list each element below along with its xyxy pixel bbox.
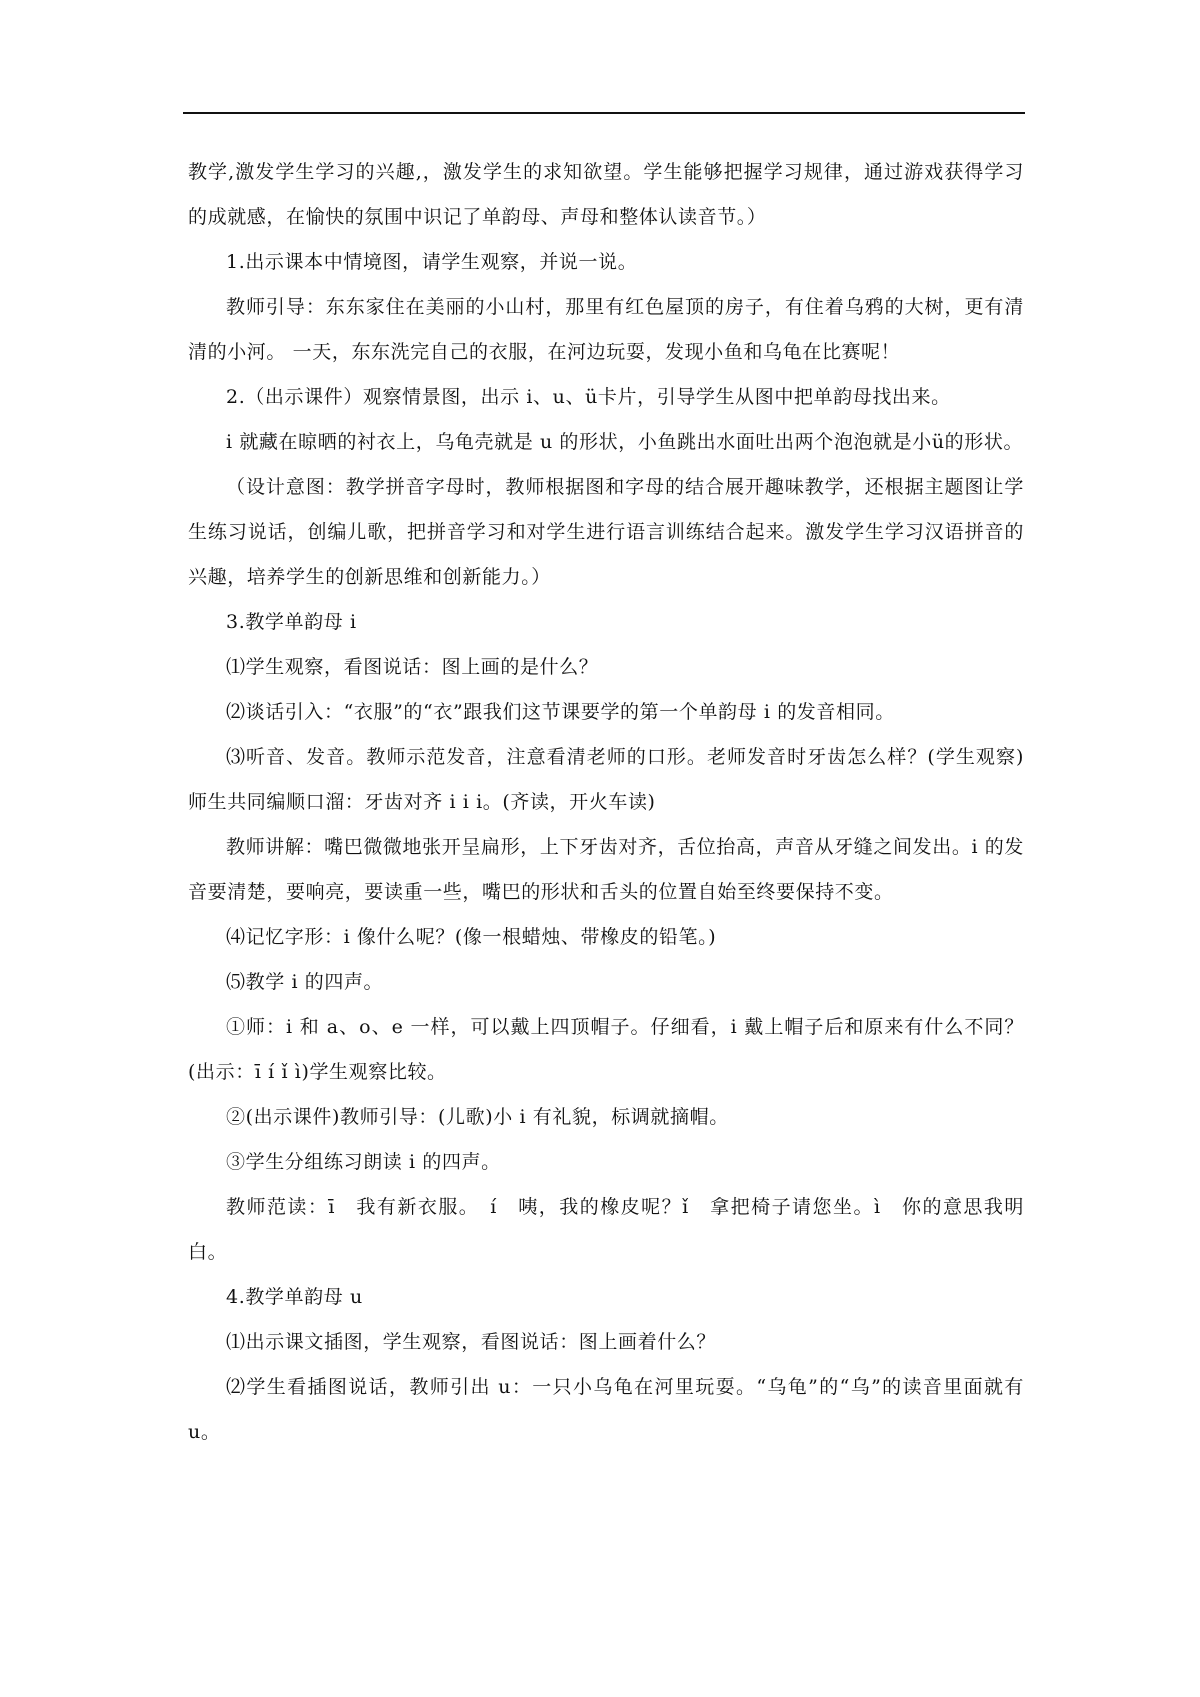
paragraph: ②(出示课件)教师引导：(儿歌)小 i 有礼貌，标调就摘帽。 (226, 1106, 729, 1128)
header-rule (183, 112, 1025, 114)
paragraph: ⑸教学 i 的四声。 (226, 971, 384, 993)
paragraph: ⑴学生观察，看图说话：图上画的是什么？ (226, 656, 599, 678)
paragraph: ⑷记忆字形：i 像什么呢？(像一根蜡烛、带橡皮的铅笔。) (226, 926, 717, 948)
paragraph: ⑶听音、发音。教师示范发音，注意看清老师的口形。老师发音时牙齿怎么样？(学生观察)师生共同编顺口溜：牙齿对齐 i i i。(齐读，开火车读) (188, 746, 1024, 813)
paragraph: 教师讲解：嘴巴微微地张开呈扁形，上下牙齿对齐，舌位抬高，声音从牙缝之间发出。i 的发音要清楚，要响亮，要读重一些，嘴巴的形状和舌头的位置自始至终要保持不变。 (188, 836, 1024, 903)
paragraph: 2.（出示课件）观察情景图，出示 i、u、ü卡片，引导学生从图中把单韵母找出来。 (226, 386, 951, 408)
paragraph: ⑵谈话引入：“衣服”的“衣”跟我们这节课要学的第一个单韵母 i 的发音相同。 (226, 701, 895, 723)
paragraph: ①师：i 和 a、o、e 一样，可以戴上四顶帽子。仔细看，i 戴上帽子后和原来有什么不同？(出示：ī í ǐ ì)学生观察比较。 (188, 1016, 1024, 1083)
paragraph: 教学,激发学生学习的兴趣,，激发学生的求知欲望。学生能够把握学习规律，通过游戏获得学习的成就感，在愉快的氛围中识记了单韵母、声母和整体认读音节。） (188, 161, 1024, 228)
paragraph: 4.教学单韵母 u (226, 1286, 363, 1308)
paragraph: （设计意图：教学拼音字母时，教师根据图和字母的结合展开趣味教学，还根据主题图让学生练习说话，创编儿歌，把拼音学习和对学生进行语言训练结合起来。激发学生学习汉语拼音的兴趣，培养学生的创新思维和创新能力。） (188, 476, 1024, 588)
paragraph: i 就藏在晾晒的衬衣上，乌龟壳就是 u 的形状，小鱼跳出水面吐出两个泡泡就是小ü的形状。 (226, 431, 1024, 453)
paragraph: 教师引导：东东家住在美丽的小山村，那里有红色屋顶的房子，有住着乌鸦的大树，更有清清的小河。 一天，东东洗完自己的衣服，在河边玩耍，发现小鱼和乌龟在比赛呢！ (188, 296, 1024, 363)
paragraph: ⑵学生看插图说话，教师引出 u：一只小乌龟在河里玩耍。“乌龟”的“乌”的读音里面就有 u。 (188, 1376, 1024, 1443)
paragraph: 1.出示课本中情境图，请学生观察，并说一说。 (226, 251, 638, 273)
paragraph: ③学生分组练习朗读 i 的四声。 (226, 1151, 501, 1173)
document-body (188, 150, 1024, 1455)
paragraph: ⑴出示课文插图，学生观察，看图说话：图上画着什么？ (226, 1331, 717, 1353)
paragraph: 教师范读：ī 我有新衣服。 í 咦，我的橡皮呢？ǐ 拿把椅子请您坐。ì 你的意思我明白。 (188, 1196, 1024, 1263)
paragraph: 3.教学单韵母 i (226, 611, 357, 633)
